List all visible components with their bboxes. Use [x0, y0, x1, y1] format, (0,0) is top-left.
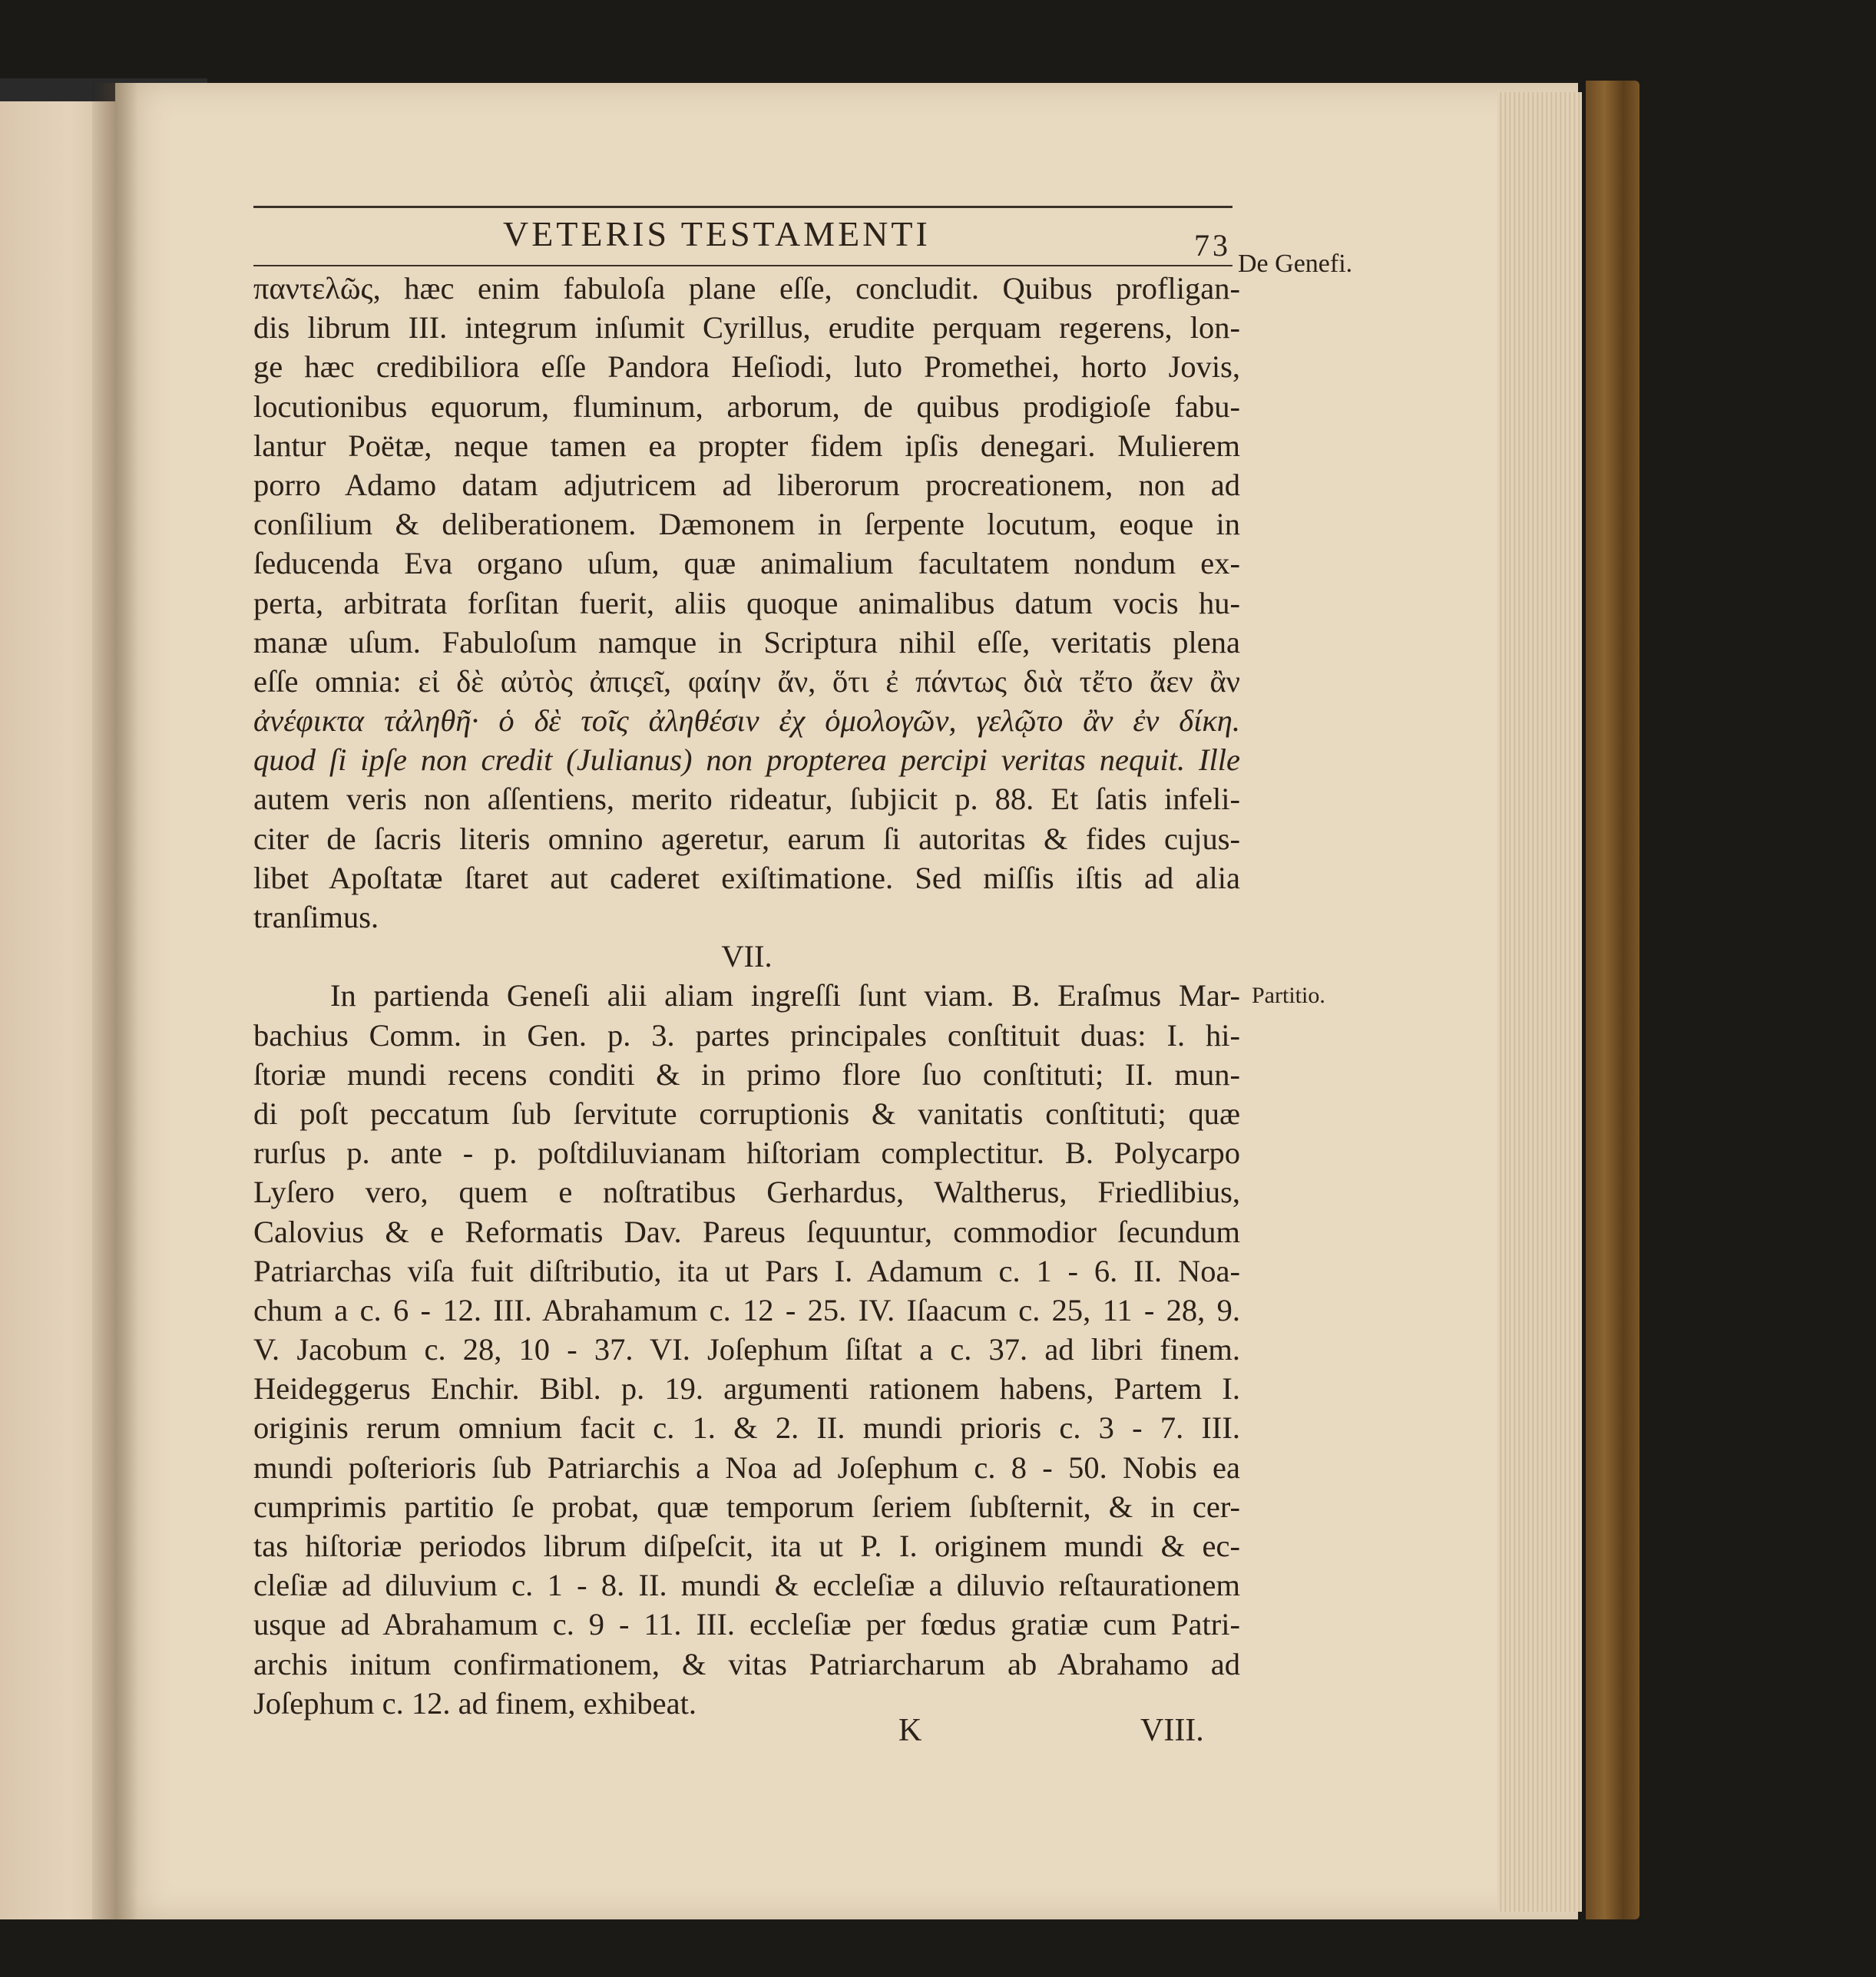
running-title: VETERIS TESTAMENTI: [503, 214, 931, 253]
text-line: Joſephum c. 12. ad finem, exhibeat.: [253, 1685, 696, 1721]
catchword: VIII.: [1140, 1713, 1204, 1748]
main-text-block: [253, 269, 1240, 1723]
text-line: originis rerum omnium facit c. 1. & 2. II. mundi prioris c. 3 - 7. III.: [253, 1410, 1240, 1446]
spine-shadow: [92, 83, 138, 1919]
text-line: rurſus p. ante - p. poſtdiluvianam hiſtoriam complectitur. B. Polycarpo: [253, 1136, 1240, 1171]
header-rule: [253, 206, 1232, 208]
text-line: archis initum confirmationem, & vitas Patriarcharum ab Abrahamo ad: [253, 1646, 1240, 1681]
text-line: chum a c. 6 - 12. III. Abrahamum c. 12 - 25. IV. Iſaacum c. 25, 11 - 28, 9.: [253, 1292, 1240, 1327]
text-line: di poſt peccatum ſub ſervitute corruptionis & vanitatis conſtituti; quæ: [253, 1096, 1240, 1131]
text-line: In partienda Geneſi alii aliam ingreſſi ſunt viam. B. Eraſmus Mar-: [330, 978, 1240, 1013]
section-heading: VII.: [721, 939, 773, 974]
text-line: ſeducenda Eva organo uſum, quæ animalium facultatem nondum ex-: [253, 546, 1240, 581]
text-line: porro Adamo datam adjutricem ad liberorum procreationem, non ad: [253, 467, 1240, 502]
text-line: ge hæc credibiliora eſſe Pandora Heſiodi, luto Promethei, horto Jovis,: [253, 349, 1240, 385]
header-underline: [253, 265, 1232, 266]
text-line: Heideggerus Enchir. Bibl. p. 19. argumenti rationem habens, Partem I.: [253, 1371, 1240, 1407]
text-line: dis librum III. integrum inſumit Cyrillus, erudite perquam regerens, lon-: [253, 310, 1240, 345]
text-line: Calovius & e Reformatis Dav. Pareus ſequuntur, commodior ſecundum: [253, 1214, 1240, 1249]
text-line: autem veris non aſſentiens, merito rideatur, ſubjicit p. 88. Et ſatis infeli-: [253, 782, 1240, 817]
text-line: mundi poſterioris ſub Patriarchis a Noa ad Joſephum c. 8 - 50. Nobis ea: [253, 1450, 1240, 1485]
margin-note-partitio: Partitio.: [1252, 983, 1325, 1008]
text-line: Lyſero vero, quem e noſtratibus Gerhardus, Waltherus, Friedlibius,: [253, 1175, 1240, 1210]
text-line: locutionibus equorum, fluminum, arborum, de quibus prodigioſe fabu-: [253, 388, 1240, 424]
text-line: tranſimus.: [253, 900, 379, 934]
running-header: [0, 213, 1236, 263]
text-line: cumprimis partitio ſe probat, quæ temporum ſeriem ſubſternit, & in cer-: [253, 1489, 1240, 1524]
page-number: 73: [1194, 228, 1231, 263]
text-line: tas hiſtoriæ periodos librum diſpeſcit, ita ut P. I. originem mundi & ec-: [253, 1529, 1240, 1563]
text-line: manæ uſum. Fabuloſum namque in Scriptura nihil eſſe, veritatis plena: [253, 624, 1240, 660]
margin-note-de-genesi: De Genefi.: [1238, 250, 1353, 278]
text-line: conſilium & deliberationem. Dæmonem in ſerpente locutum, eoque in: [253, 507, 1240, 542]
text-line: παντελῶς, hæc enim fabuloſa plane eſſe, concludit. Quibus profligan-: [253, 271, 1240, 306]
text-line: quod ſi ipſe non credit (Julianus) non propterea percipi veritas nequit. Ille: [253, 742, 1240, 778]
greek-text-line: eſſe omnia: εἰ δὲ αὐτὸς ἀπιςεῖ, φαίην ἄν, ὅτι ἐ πάντως διὰ τἔτο ἄεν ἂν: [253, 663, 1240, 699]
text-line: ſtoriæ mundi recens conditi & in primo flore ſuo conſtituti; II. mun-: [253, 1056, 1240, 1092]
greek-text-line: ἀνέφικτα τἀληθῆ· ὁ δὲ τοῖς ἀληθέσιν ἐχ ὁμολογῶν, γελῷτο ἂν ἐν δίκη.: [253, 703, 1240, 739]
text-line: Patriarchas viſa fuit diſtributio, ita ut Pars I. Adamum c. 1 - 6. II. Noa-: [253, 1253, 1240, 1288]
text-line: perta, arbitrata forſitan fuerit, aliis quoque animalibus datum vocis hu-: [253, 585, 1240, 620]
text-line: libet Apoſtatæ ſtaret aut caderet exiſtimatione. Sed miſſis iſtis ad alia: [253, 860, 1240, 895]
text-line: citer de ſacris literis omnino ageretur, earum ſi autoritas & fides cujus-: [253, 821, 1240, 856]
book-cover-edge: [1586, 81, 1639, 1919]
text-line: usque ad Abrahamum c. 9 - 11. III. eccleſiæ per fœdus gratiæ cum Patri-: [253, 1607, 1240, 1642]
signature-mark: K: [898, 1713, 922, 1748]
text-line: lantur Poëtæ, neque tamen ea propter fidem ipſis denegari. Mulierem: [253, 428, 1240, 463]
text-line: cleſiæ ad diluvium c. 1 - 8. II. mundi & eccleſiæ a diluvio reſtaurationem: [253, 1568, 1240, 1603]
text-line: V. Jacobum c. 28, 10 - 37. VI. Joſephum ſiſtat a c. 37. ad libri finem.: [253, 1332, 1240, 1367]
text-line: bachius Comm. in Gen. p. 3. partes principales conſtituit duas: I. hi-: [253, 1017, 1240, 1053]
page-block-edges: [1497, 92, 1582, 1912]
